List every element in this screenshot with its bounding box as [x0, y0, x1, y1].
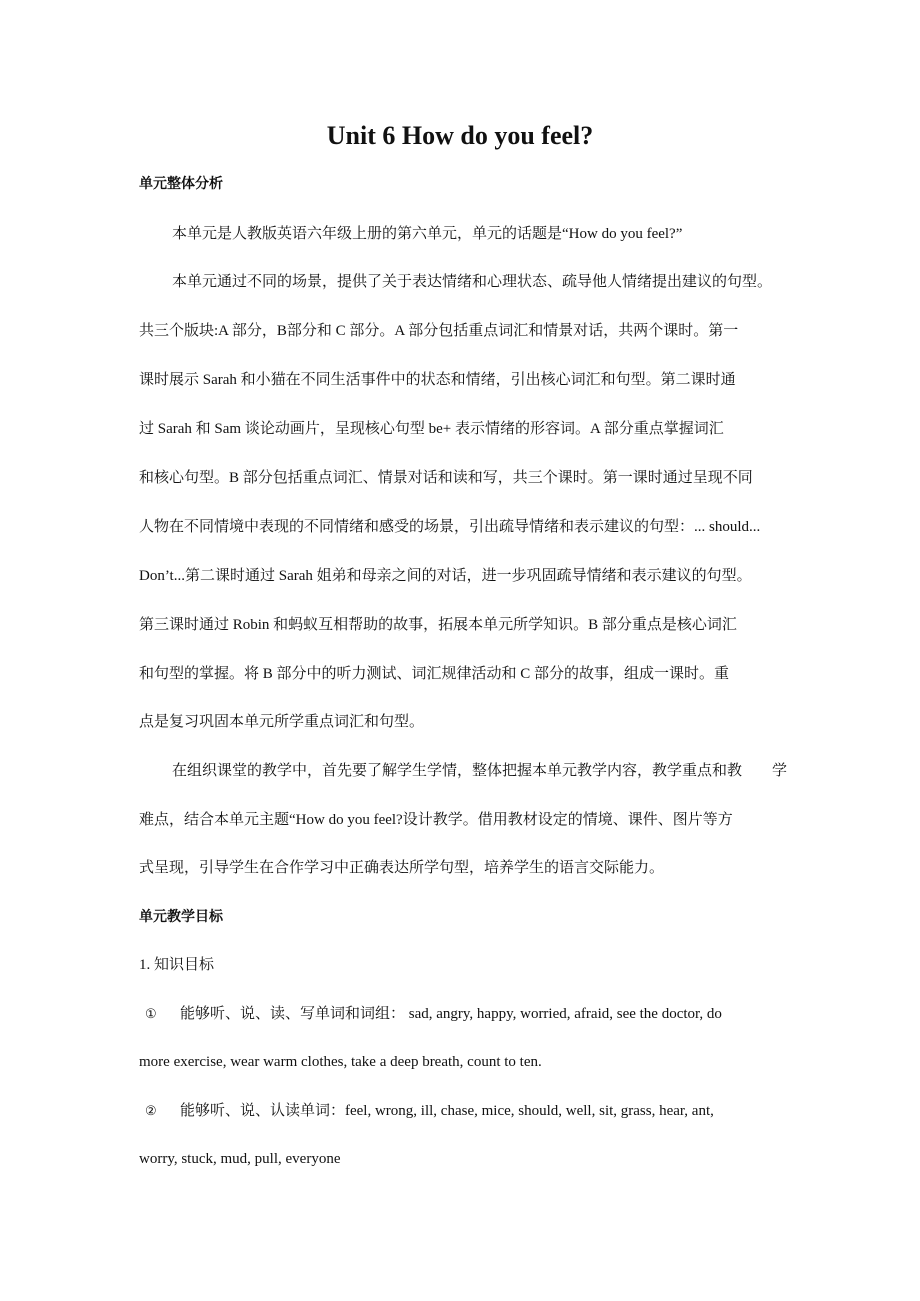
paragraph-line: 点是复习巩固本单元所学重点词汇和句型。 [139, 714, 425, 730]
subheading-knowledge-goals: 1. 知识目标 [139, 957, 215, 973]
section-heading-analysis: 单元整体分析 [139, 176, 223, 192]
paragraph-line: 在组织课堂的教学中，首先要了解学生学情，整体把握本单元教学内容，教学重点和教 学 [172, 763, 788, 779]
paragraph-line: Don’t...第二课时通过 Sarah 姐弟和母亲之间的对话，进一步巩固疏导情绪和表示建议的句型。 [139, 568, 752, 584]
paragraph-line: 第三课时通过 Robin 和蚂蚁互相帮助的故事，拓展本单元所学知识。B 部分重点是核心词汇 [139, 617, 737, 633]
list-item-text: 能够听、说、读、写单词和词组： sad, angry, happy, worried, afraid, see the doctor, do [180, 1006, 722, 1022]
paragraph-line: 难点，结合本单元主题“How do you feel?设计教学。借用教材设定的情境、课件、图片等方 [139, 812, 733, 828]
paragraph-line: 课时展示 Sarah 和小猫在不同生活事件中的状态和情绪，引出核心词汇和句型。第二课时通 [139, 372, 736, 388]
paragraph-line: 过 Sarah 和 Sam 谈论动画片，呈现核心句型 be+ 表示情绪的形容词。A 部分重点掌握词汇 [139, 421, 724, 437]
paragraph-line: 共三个版块:A 部分，B部分和 C 部分。A 部分包括重点词汇和情景对话，共两个课时。第一 [139, 323, 739, 339]
paragraph-line: 式呈现，引导学生在合作学习中正确表达所学句型，培养学生的语言交际能力。 [139, 860, 665, 876]
paragraph-intro: 本单元是人教版英语六年级上册的第六单元，单元的话题是“How do you feel?” [172, 226, 683, 242]
list-item-continuation: more exercise, wear warm clothes, take a deep breath, count to ten. [139, 1054, 542, 1070]
list-marker: ② [145, 1103, 157, 1118]
section-heading-goals: 单元教学目标 [139, 909, 223, 925]
paragraph-line: 人物在不同情境中表现的不同情绪和感受的场景，引出疏导情绪和表示建议的句型：... should... [139, 519, 761, 535]
paragraph-line: 本单元通过不同的场景，提供了关于表达情绪和心理状态、疏导他人情绪提出建议的句型。 [172, 274, 773, 290]
list-item-continuation: worry, stuck, mud, pull, everyone [139, 1151, 341, 1167]
list-item-text: 能够听、说、认读单词：feel, wrong, ill, chase, mice, should, well, sit, grass, hear, ant, [180, 1103, 714, 1119]
paragraph-line: 和核心句型。B 部分包括重点词汇、情景对话和读和写，共三个课时。第一课时通过呈现不同 [139, 470, 753, 486]
page-title: Unit 6 How do you feel? [326, 121, 594, 150]
list-marker: ① [145, 1006, 157, 1021]
paragraph-line: 和句型的掌握。将 B 部分中的听力测试、词汇规律活动和 C 部分的故事，组成一课时。重 [139, 666, 730, 682]
